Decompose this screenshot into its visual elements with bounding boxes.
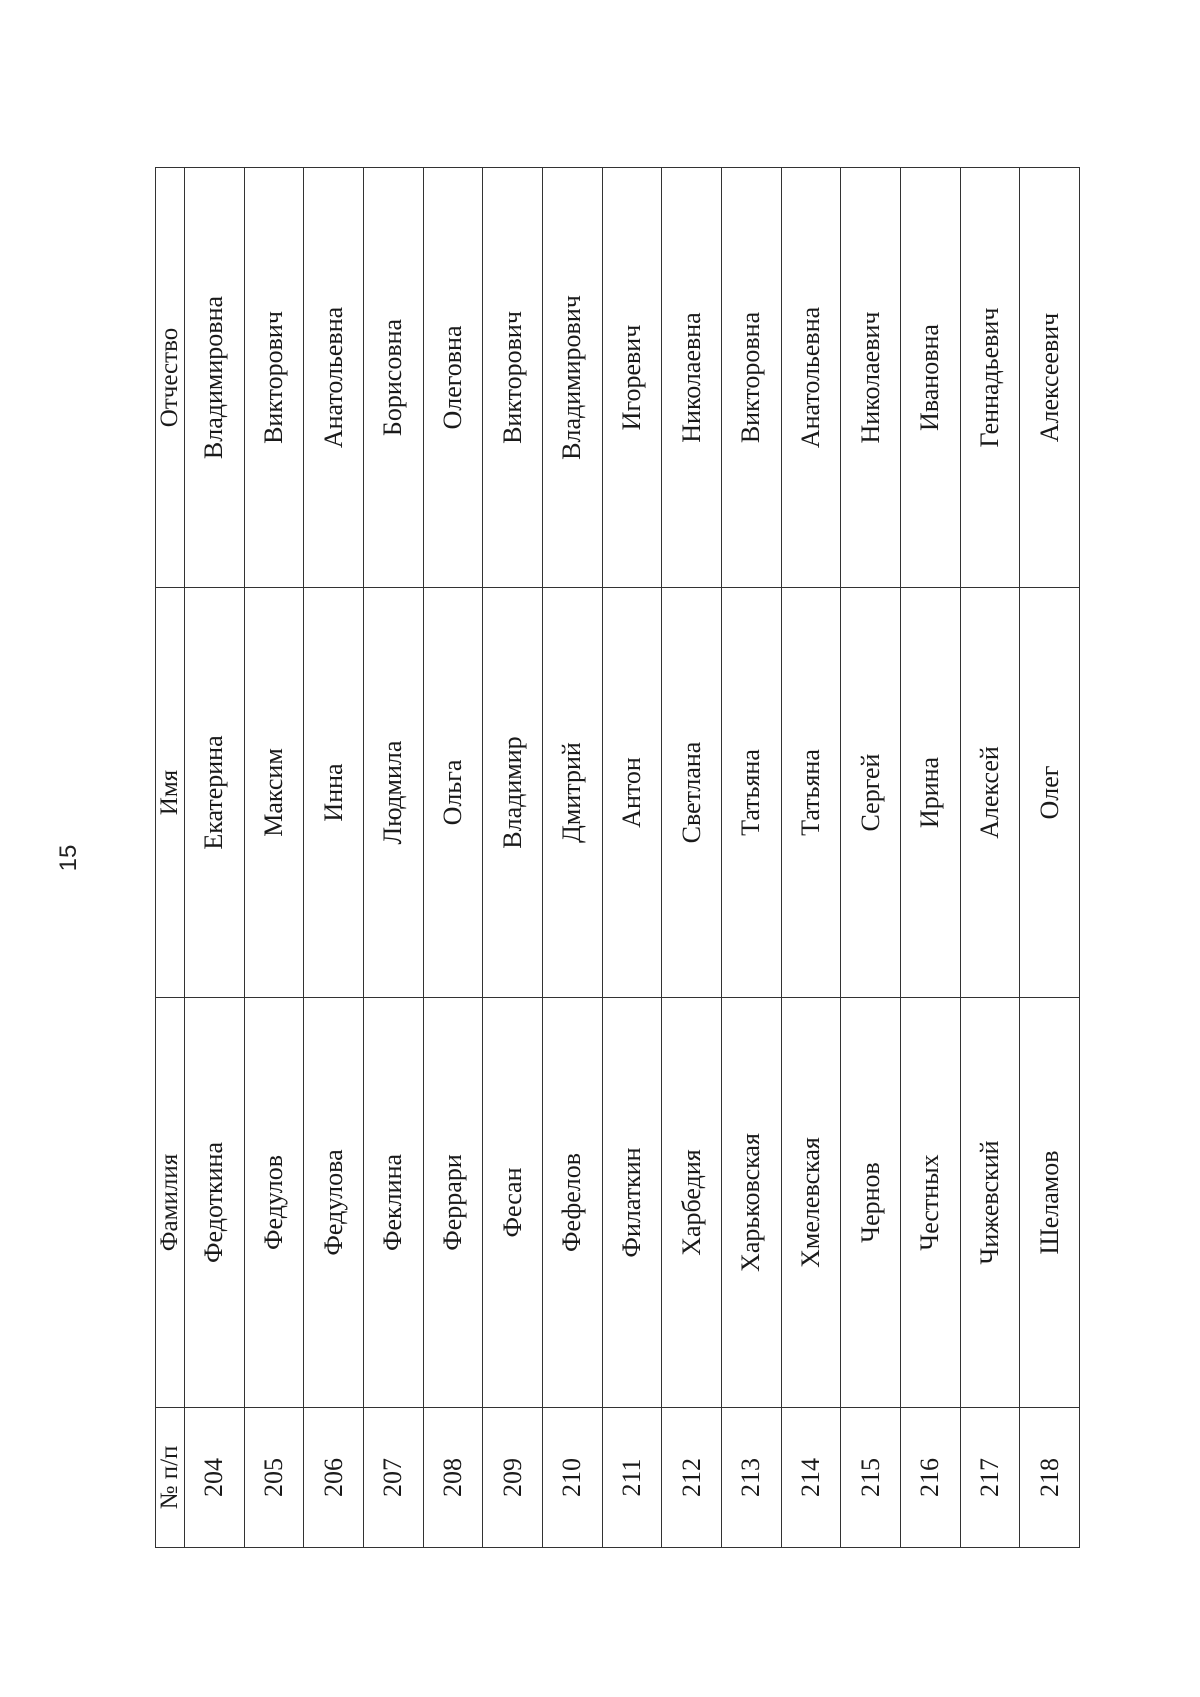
page-number: 15: [55, 844, 82, 872]
table-row: [781, 168, 841, 1548]
table-row: [841, 168, 901, 1548]
table-row: [960, 168, 1020, 1548]
cell-number: 218: [1020, 1408, 1080, 1548]
cell-first-name: Екатерина: [185, 588, 245, 998]
table-row: [244, 168, 304, 1548]
cell-first-name: Ольга: [423, 588, 483, 998]
cell-last-name: Федулова: [304, 998, 364, 1408]
cell-patronymic: Викторович: [244, 168, 304, 588]
cell-first-name: Дмитрий: [542, 588, 602, 998]
cell-patronymic: Викторович: [483, 168, 543, 588]
cell-first-name: Татьяна: [781, 588, 841, 998]
cell-number: 217: [960, 1408, 1020, 1548]
cell-number: 208: [423, 1408, 483, 1548]
cell-first-name: Светлана: [662, 588, 722, 998]
cell-number: 216: [900, 1408, 960, 1548]
table-row: [185, 168, 245, 1548]
cell-number: 211: [602, 1408, 662, 1548]
cell-patronymic: Ивановна: [900, 168, 960, 588]
cell-patronymic: Николаевна: [662, 168, 722, 588]
cell-last-name: Шеламов: [1020, 998, 1080, 1408]
cell-last-name: Фесан: [483, 998, 543, 1408]
table-row: [1020, 168, 1080, 1548]
cell-last-name: Феклина: [363, 998, 423, 1408]
cell-number: 215: [841, 1408, 901, 1548]
cell-first-name: Олег: [1020, 588, 1080, 998]
table-row: [542, 168, 602, 1548]
cell-last-name: Чернов: [841, 998, 901, 1408]
table-row: [721, 168, 781, 1548]
cell-first-name: Татьяна: [721, 588, 781, 998]
cell-last-name: Федоткина: [185, 998, 245, 1408]
cell-patronymic: Борисовна: [363, 168, 423, 588]
table-row: [662, 168, 722, 1548]
cell-last-name: Филаткин: [602, 998, 662, 1408]
cell-last-name: Харбедия: [662, 998, 722, 1408]
cell-number: 214: [781, 1408, 841, 1548]
table-row: [900, 168, 960, 1548]
header-patronymic: Отчество: [156, 168, 185, 588]
cell-last-name: Честных: [900, 998, 960, 1408]
cell-patronymic: Николаевич: [841, 168, 901, 588]
cell-patronymic: Олеговна: [423, 168, 483, 588]
header-first-name: Имя: [156, 588, 185, 998]
cell-last-name: Хмелевская: [781, 998, 841, 1408]
cell-first-name: Владимир: [483, 588, 543, 998]
cell-patronymic: Анатольевна: [781, 168, 841, 588]
cell-number: 209: [483, 1408, 543, 1548]
header-number: № п/п: [156, 1408, 185, 1548]
cell-number: 205: [244, 1408, 304, 1548]
cell-patronymic: Владимирович: [542, 168, 602, 588]
cell-patronymic: Анатольевна: [304, 168, 364, 588]
table-header-row: [156, 168, 185, 1548]
cell-first-name: Людмила: [363, 588, 423, 998]
cell-number: 204: [185, 1408, 245, 1548]
cell-last-name: Феррари: [423, 998, 483, 1408]
cell-patronymic: Геннадьевич: [960, 168, 1020, 588]
cell-patronymic: Алексеевич: [1020, 168, 1080, 588]
cell-number: 212: [662, 1408, 722, 1548]
table-row: [304, 168, 364, 1548]
cell-last-name: Чижевский: [960, 998, 1020, 1408]
cell-first-name: Антон: [602, 588, 662, 998]
cell-first-name: Максим: [244, 588, 304, 998]
cell-patronymic: Игоревич: [602, 168, 662, 588]
table-row: [423, 168, 483, 1548]
table-row: [363, 168, 423, 1548]
header-last-name: Фамилия: [156, 998, 185, 1408]
cell-number: 213: [721, 1408, 781, 1548]
table-container: [155, 168, 1080, 1548]
cell-number: 207: [363, 1408, 423, 1548]
cell-last-name: Федулов: [244, 998, 304, 1408]
table-row: [602, 168, 662, 1548]
table-body: [185, 168, 1080, 1548]
cell-last-name: Харьковская: [721, 998, 781, 1408]
cell-last-name: Фефелов: [542, 998, 602, 1408]
cell-first-name: Алексей: [960, 588, 1020, 998]
cell-patronymic: Викторовна: [721, 168, 781, 588]
roster-table: [155, 167, 1080, 1548]
table-row: [483, 168, 543, 1548]
cell-number: 210: [542, 1408, 602, 1548]
cell-first-name: Ирина: [900, 588, 960, 998]
cell-first-name: Инна: [304, 588, 364, 998]
cell-number: 206: [304, 1408, 364, 1548]
cell-first-name: Сергей: [841, 588, 901, 998]
cell-patronymic: Владимировна: [185, 168, 245, 588]
